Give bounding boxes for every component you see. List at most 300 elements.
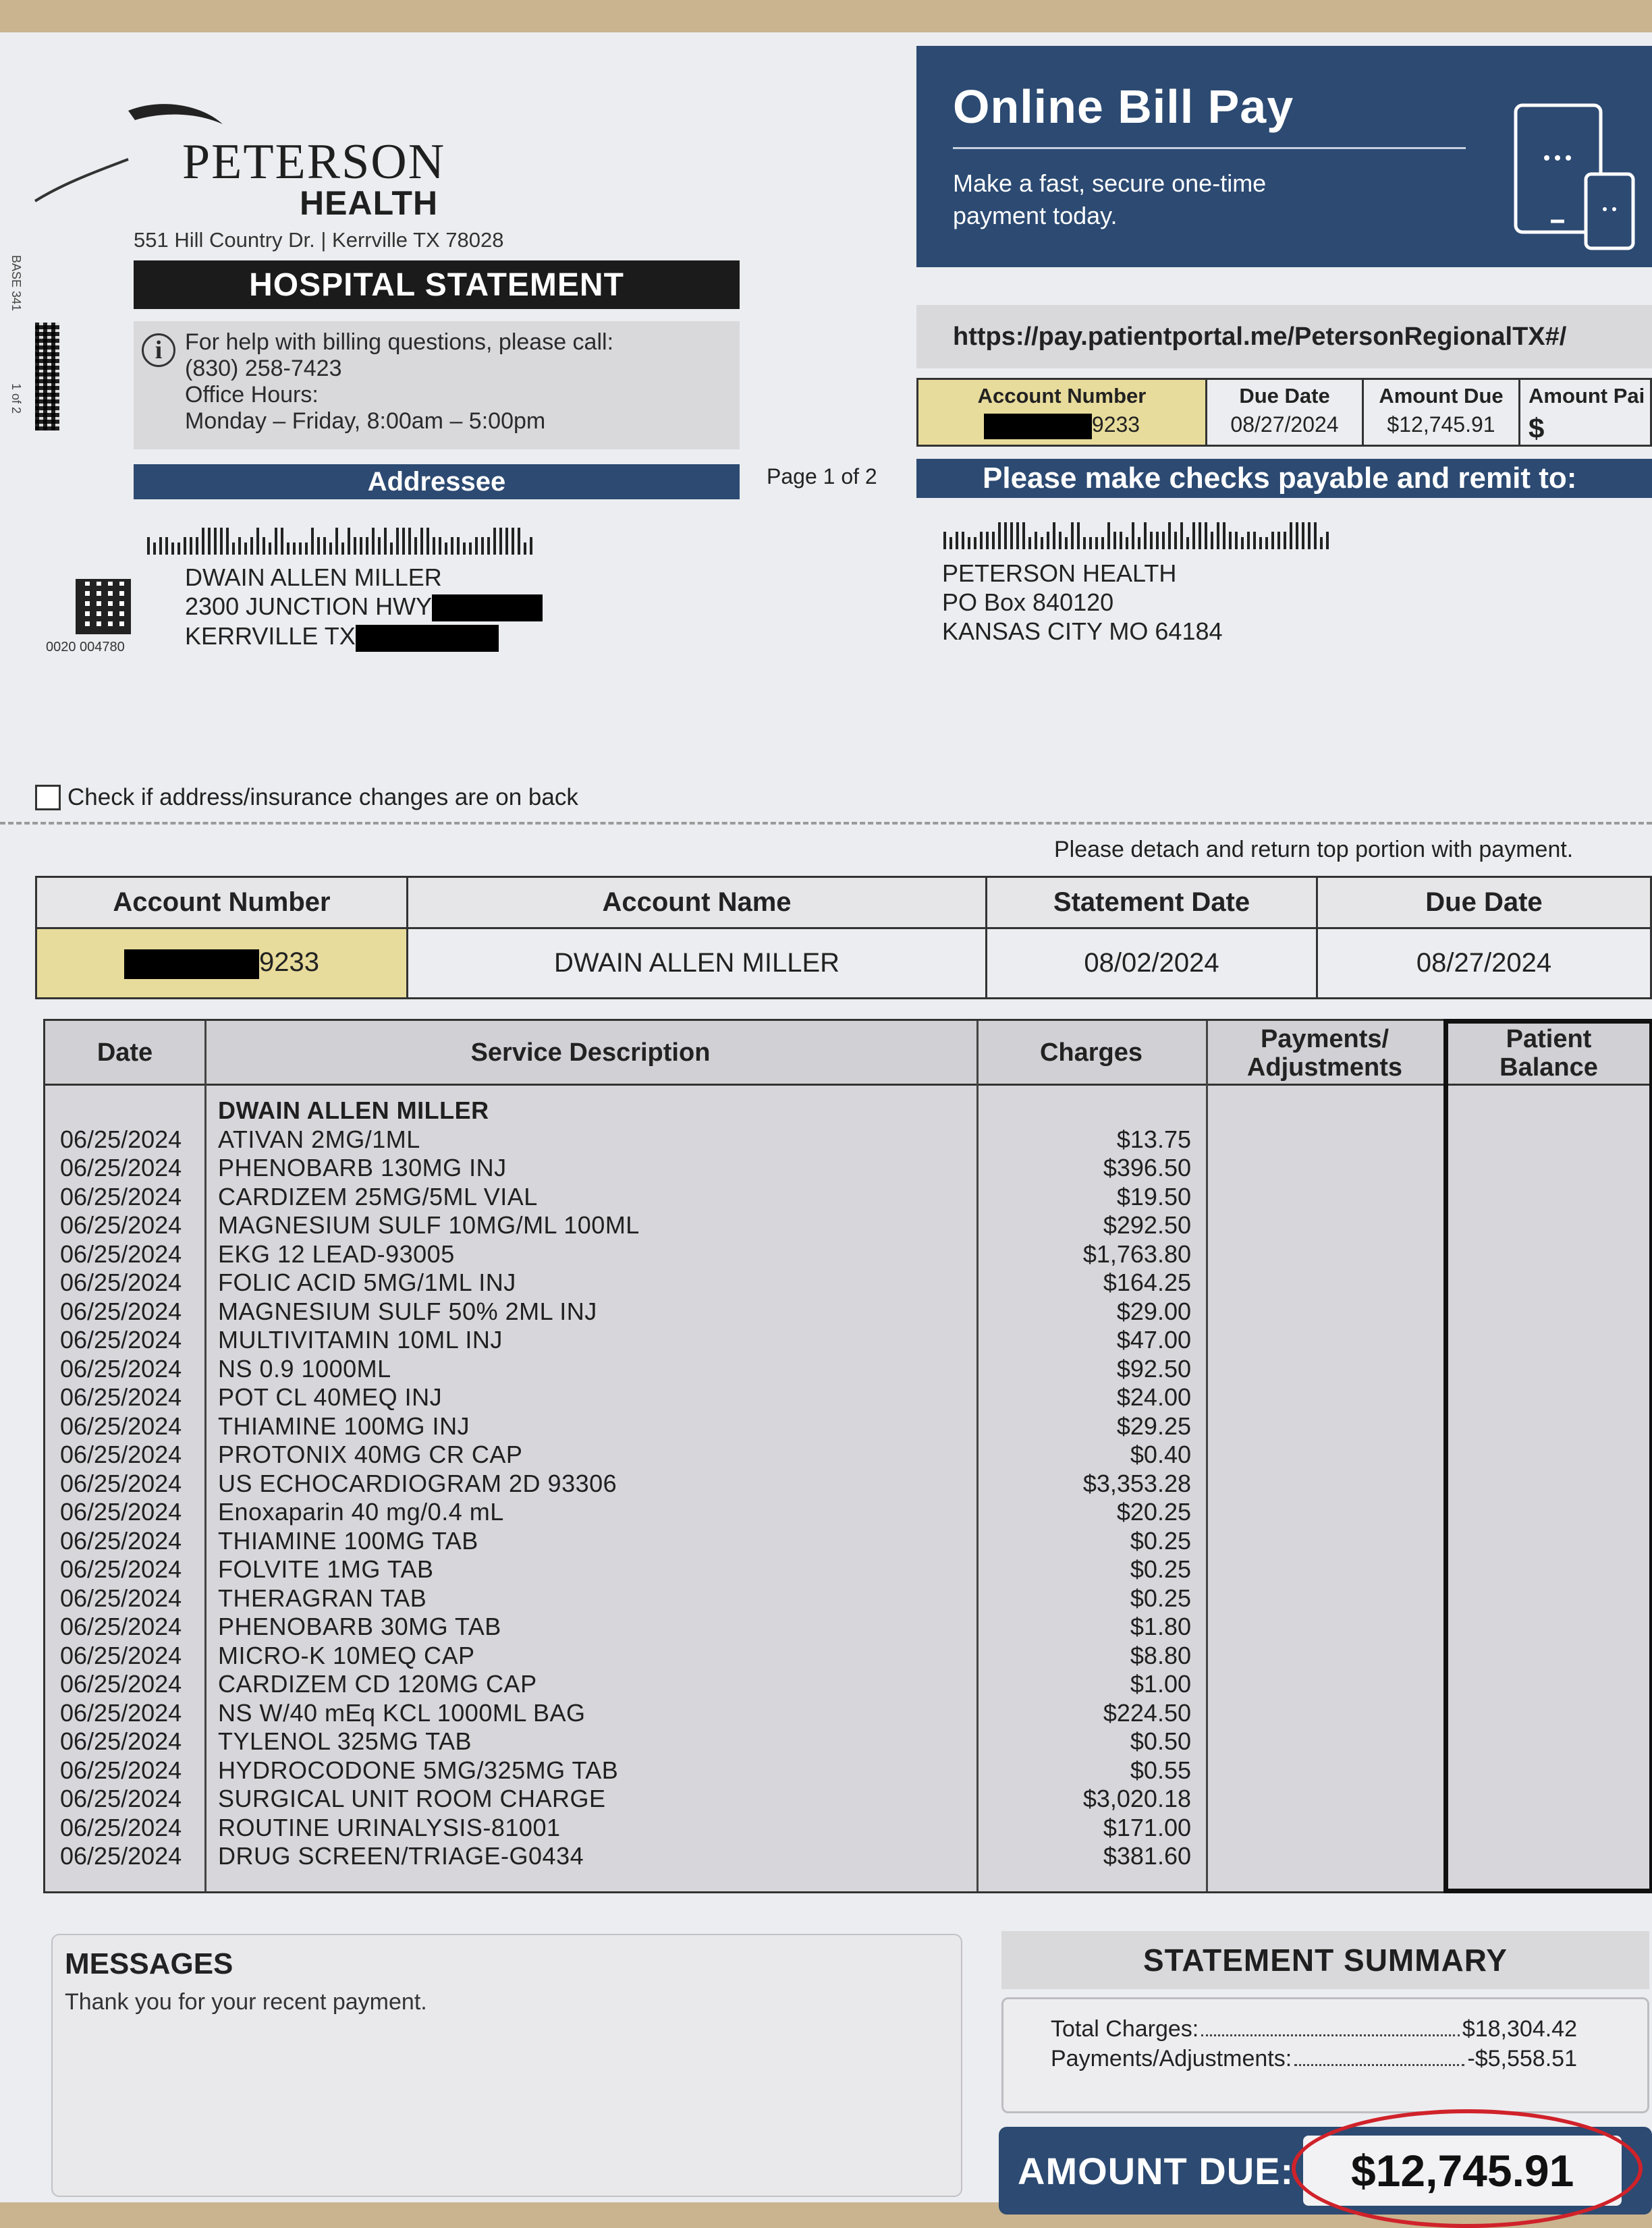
barcode-bar — [177, 542, 180, 555]
row-charge: $224.50 — [1103, 1698, 1191, 1727]
account-name-value: DWAIN ALLEN MILLER — [408, 928, 987, 999]
page-indicator: Page 1 of 2 — [767, 464, 877, 489]
barcode-bar — [1217, 522, 1219, 549]
table-row — [45, 1470, 1650, 1499]
row-description: CARDIZEM CD 120MG CAP — [218, 1670, 537, 1698]
row-date: 06/25/2024 — [60, 1269, 182, 1296]
online-bill-pay-title: Online Bill Pay — [953, 80, 1294, 133]
redaction-bar — [432, 594, 543, 621]
barcode-bar — [335, 528, 338, 555]
barcode-bar — [171, 542, 174, 555]
row-charge: $29.00 — [1116, 1297, 1191, 1325]
addressee-street: 2300 JUNCTION HWY — [185, 592, 433, 620]
header-patient-line2: Balance — [1499, 1053, 1598, 1082]
barcode-bar — [1199, 522, 1201, 549]
stub-account-header: Account Number — [977, 384, 1147, 408]
barcode-bar — [317, 537, 320, 555]
account-info-table — [35, 876, 1652, 999]
barcode-bar — [354, 537, 356, 555]
barcode-bar — [329, 542, 332, 555]
barcode-bar — [1095, 537, 1098, 549]
barcode-bar — [196, 537, 198, 555]
row-date: 06/25/2024 — [60, 1154, 182, 1181]
amount-due-value: $12,745.91 — [1303, 2136, 1622, 2206]
barcode-bar — [475, 537, 478, 555]
total-charges-value: $18,304.42 — [1462, 2016, 1577, 2042]
redaction-bar — [124, 949, 259, 979]
charges-table-header — [45, 1021, 1650, 1086]
table-row — [45, 1613, 1650, 1642]
row-charge: $381.60 — [1103, 1842, 1191, 1870]
row-date: 06/25/2024 — [60, 1412, 182, 1440]
row-date: 06/25/2024 — [60, 1125, 182, 1153]
address-change-label: Check if address/insurance changes are on back — [67, 784, 578, 810]
barcode-bar — [348, 528, 350, 555]
row-description: TYLENOL 325MG TAB — [218, 1727, 472, 1755]
barcode-bar — [256, 528, 259, 555]
table-row — [45, 1211, 1650, 1240]
barcode-bar — [524, 542, 526, 555]
row-charge: $24.00 — [1116, 1383, 1191, 1411]
payments-line — [1051, 2044, 1577, 2073]
barcode-bar — [1047, 532, 1049, 549]
header-due-date: Due Date — [1317, 877, 1651, 928]
leader-dots — [1294, 2044, 1464, 2066]
barcode-bar — [1077, 522, 1080, 549]
barcode-bar — [1059, 532, 1062, 549]
detach-instructions: Please detach and return top portion with payment. — [1054, 837, 1574, 862]
row-charge: $0.55 — [1130, 1756, 1191, 1784]
row-description: FOLIC ACID 5MG/1ML INJ — [218, 1269, 516, 1296]
row-date: 06/25/2024 — [60, 1354, 182, 1383]
barcode-bar — [1156, 532, 1159, 549]
row-description: SURGICAL UNIT ROOM CHARGE — [218, 1785, 606, 1812]
charges-table — [43, 1019, 1652, 1893]
statement-date-value: 08/02/2024 — [987, 928, 1317, 999]
barcode-bar — [1010, 522, 1013, 549]
table-row — [45, 1785, 1650, 1814]
row-date: 06/25/2024 — [60, 1641, 182, 1669]
payment-url[interactable]: https://pay.patientportal.me/PetersonRegionalTX#/ — [916, 305, 1652, 368]
hospital-name: PETERSON — [182, 134, 446, 190]
table-row — [45, 1125, 1650, 1154]
hospital-name-sub: HEALTH — [300, 184, 439, 222]
table-row — [45, 1412, 1650, 1441]
row-date: 06/25/2024 — [60, 1727, 182, 1755]
row-description: NS 0.9 1000ML — [218, 1354, 391, 1383]
statement-paper — [0, 32, 1652, 2202]
row-charge: $164.25 — [1103, 1269, 1191, 1296]
address-change-checkbox[interactable] — [35, 785, 61, 810]
barcode-bar — [998, 522, 1001, 549]
barcode-bar — [1241, 537, 1244, 549]
row-date: 06/25/2024 — [60, 1756, 182, 1784]
row-description: CARDIZEM 25MG/5ML VIAL — [218, 1182, 538, 1210]
row-charge: $0.40 — [1130, 1441, 1191, 1468]
table-row — [45, 1642, 1650, 1671]
row-date: 06/25/2024 — [60, 1526, 182, 1555]
total-charges-line — [1051, 2014, 1577, 2044]
row-charge: $0.25 — [1130, 1526, 1191, 1555]
barcode-bar — [1162, 532, 1165, 549]
addressee-city: KERRVILLE TX — [185, 622, 356, 650]
side-datamatrix — [35, 323, 59, 430]
barcode-bar — [1113, 532, 1116, 549]
hospital-address: 551 Hill Country Dr. | Kerrville TX 78028 — [134, 228, 504, 252]
row-description: ATIVAN 2MG/1ML — [218, 1125, 420, 1153]
stub-amount-due-header: Amount Due — [1379, 384, 1504, 408]
barcode-bar — [305, 542, 308, 555]
barcode-bar — [992, 532, 995, 549]
barcode-bar — [263, 537, 265, 555]
barcode-bar — [165, 537, 168, 555]
barcode-bar — [1065, 537, 1068, 549]
barcode-bar — [202, 528, 204, 555]
header-date: Date — [97, 1038, 153, 1067]
barcode-bar — [943, 532, 946, 549]
barcode-bar — [426, 528, 429, 555]
header-charges: Charges — [1039, 1038, 1143, 1067]
row-description: DRUG SCREEN/TRIAGE-G0434 — [218, 1842, 584, 1870]
barcode-bar — [530, 537, 532, 555]
header-payments-line2: Adjustments — [1246, 1053, 1403, 1082]
row-date: 06/25/2024 — [60, 1211, 182, 1239]
barcode-bar — [1028, 537, 1031, 549]
barcode-bar — [1071, 522, 1074, 549]
barcode-bar — [402, 528, 405, 555]
barcode-bar — [208, 528, 211, 555]
addressee-name: DWAIN ALLEN MILLER — [185, 563, 442, 591]
table-row — [45, 1842, 1650, 1871]
row-description: MAGNESIUM SULF 10MG/ML 100ML — [218, 1211, 640, 1239]
barcode-bar — [293, 542, 296, 555]
row-date: 06/25/2024 — [60, 1182, 182, 1210]
barcode-bar — [980, 532, 983, 549]
messages-box — [51, 1934, 962, 2197]
row-description: EKG 12 LEAD-93005 — [218, 1240, 455, 1268]
barcode-bar — [1150, 532, 1153, 549]
row-description: PHENOBARB 30MG TAB — [218, 1613, 501, 1640]
barcode-bar — [1126, 537, 1128, 549]
barcode-bar — [1180, 522, 1183, 549]
table-row — [45, 1814, 1650, 1843]
address-change-checkbox-row[interactable] — [35, 784, 578, 811]
table-row — [45, 1498, 1650, 1527]
stub-due-date-value: 08/27/2024 — [1230, 412, 1339, 437]
row-date: 06/25/2024 — [60, 1240, 182, 1268]
barcode-bar — [1308, 522, 1311, 549]
barcode-bar — [986, 532, 989, 549]
addressee-address — [185, 563, 543, 652]
barcode-bar — [1223, 522, 1226, 549]
barcode-bar — [214, 528, 217, 555]
row-charge: $20.25 — [1116, 1498, 1191, 1526]
barcode-bar — [1053, 522, 1055, 549]
stub-amount-paid-cell[interactable] — [1520, 380, 1650, 445]
stub-amount-due-cell — [1364, 380, 1520, 445]
barcode-bar — [1302, 522, 1304, 549]
barcode-bar — [244, 542, 247, 555]
help-line: For help with billing questions, please call: — [185, 329, 614, 355]
barcode-bar — [378, 537, 381, 555]
row-charge: $3,020.18 — [1082, 1785, 1191, 1812]
barcode-bar — [159, 537, 162, 555]
barcode-bar — [250, 537, 253, 555]
barcode-bar — [414, 537, 417, 555]
qr-caption: 0020 004780 — [46, 640, 125, 655]
row-description: ROUTINE URINALYSIS-81001 — [218, 1813, 561, 1841]
barcode-bar — [220, 528, 223, 555]
barcode-bar — [505, 528, 508, 555]
barcode-bar — [396, 528, 399, 555]
redaction-bar — [984, 414, 1092, 439]
header-statement-date: Statement Date — [987, 877, 1317, 928]
barcode-bar — [372, 528, 375, 555]
barcode-bar — [1004, 522, 1007, 549]
help-hours: Monday – Friday, 8:00am – 5:00pm — [185, 408, 546, 434]
barcode-bar — [1138, 537, 1140, 549]
barcode-bar — [1205, 522, 1207, 549]
barcode-bar — [1265, 537, 1268, 549]
barcode-bar — [1211, 532, 1213, 549]
online-bill-pay-divider — [953, 147, 1466, 149]
barcode-bar — [281, 528, 283, 555]
barcode-bar — [238, 537, 241, 555]
barcode-bar — [275, 528, 277, 555]
table-row — [45, 1527, 1650, 1556]
billing-help-box — [134, 321, 740, 449]
row-date: 06/25/2024 — [60, 1785, 182, 1812]
row-charge: $92.50 — [1116, 1354, 1191, 1383]
barcode-bar — [341, 542, 344, 555]
messages-title: MESSAGES — [65, 1947, 233, 1980]
row-date: 06/25/2024 — [60, 1584, 182, 1612]
row-date: 06/25/2024 — [60, 1842, 182, 1870]
barcode-bar — [487, 537, 490, 555]
patient-name: DWAIN ALLEN MILLER — [218, 1096, 489, 1124]
barcode-bar — [463, 542, 466, 555]
barcode-bar — [1326, 532, 1329, 549]
barcode-bar — [439, 537, 441, 555]
remit-address — [942, 559, 1223, 646]
row-description: Enoxaparin 40 mg/0.4 mL — [218, 1498, 504, 1526]
table-row — [45, 1441, 1650, 1470]
barcode-bar — [226, 528, 229, 555]
row-charge: $3,353.28 — [1082, 1469, 1191, 1497]
side-page-mark: 1 of 2 — [9, 383, 23, 414]
barcode-bar — [1101, 537, 1104, 549]
row-charge: $8.80 — [1130, 1641, 1191, 1669]
barcode-bar — [1083, 537, 1086, 549]
barcode-bar — [1107, 522, 1110, 549]
barcode-bar — [190, 537, 192, 555]
help-phone: (830) 258-7423 — [185, 356, 342, 381]
messages-text: Thank you for your recent payment. — [65, 1989, 427, 2015]
row-charge: $19.50 — [1116, 1182, 1191, 1210]
barcode-bar — [1235, 532, 1238, 549]
header-payments-line1: Payments/ — [1260, 1025, 1389, 1053]
row-description: FOLVITE 1MG TAB — [218, 1555, 434, 1583]
row-charge: $0.25 — [1130, 1555, 1191, 1583]
barcode-bar — [384, 528, 387, 555]
barcode-bar — [366, 537, 368, 555]
row-description: MICRO-K 10MEQ CAP — [218, 1641, 475, 1669]
online-bill-pay-line1: Make a fast, secure one-time — [953, 169, 1267, 197]
barcode-bar — [457, 537, 460, 555]
table-row — [45, 1383, 1650, 1412]
row-description: US ECHOCARDIOGRAM 2D 93306 — [218, 1469, 617, 1497]
statement-title: HOSPITAL STATEMENT — [134, 260, 740, 309]
table-row — [45, 1355, 1650, 1384]
row-description: MAGNESIUM SULF 50% 2ML INJ — [218, 1297, 597, 1325]
row-description: THIAMINE 100MG TAB — [218, 1526, 478, 1555]
row-charge: $171.00 — [1103, 1813, 1191, 1841]
row-date: 06/25/2024 — [60, 1613, 182, 1640]
stub-amount-due-value: $12,745.91 — [1387, 412, 1495, 437]
stub-amount-paid-header: Amount Pai — [1529, 384, 1645, 408]
row-charge: $292.50 — [1103, 1211, 1191, 1239]
due-date-value: 08/27/2024 — [1317, 928, 1651, 999]
barcode-bar — [1253, 532, 1256, 549]
row-date: 06/25/2024 — [60, 1813, 182, 1841]
row-charge: $0.50 — [1130, 1727, 1191, 1755]
row-charge: $1,763.80 — [1082, 1240, 1191, 1268]
barcode-bar — [1132, 522, 1134, 549]
barcode-bar — [408, 528, 411, 555]
table-row — [45, 1240, 1650, 1269]
row-date: 06/25/2024 — [60, 1326, 182, 1354]
row-description: POT CL 40MEQ INJ — [218, 1383, 443, 1411]
barcode-bar — [499, 528, 502, 555]
row-date: 06/25/2024 — [60, 1670, 182, 1698]
barcode-bar — [147, 537, 150, 555]
table-row — [45, 1584, 1650, 1613]
table-row — [45, 1154, 1650, 1183]
barcode-bar — [1022, 522, 1025, 549]
row-date: 06/25/2024 — [60, 1469, 182, 1497]
row-charge: $0.25 — [1130, 1584, 1191, 1612]
row-description: PHENOBARB 130MG INJ — [218, 1154, 507, 1181]
row-description: PROTONIX 40MG CR CAP — [218, 1441, 523, 1468]
barcode-bar — [287, 542, 290, 555]
table-row — [45, 1183, 1650, 1212]
remit-po-box: PO Box 840120 — [942, 588, 1114, 616]
stub-account-value — [984, 412, 1140, 439]
barcode-bar — [433, 537, 435, 555]
remit-name: PETERSON HEALTH — [942, 559, 1177, 587]
online-bill-pay-line2: payment today. — [953, 202, 1118, 229]
barcode-bar — [1259, 537, 1262, 549]
barcode-bar — [1277, 532, 1280, 549]
barcode-bar — [1229, 532, 1232, 549]
barcode-bar — [1271, 532, 1274, 549]
barcode-bar — [1041, 537, 1043, 549]
barcode-bar — [1035, 532, 1037, 549]
header-description: Service Description — [470, 1038, 711, 1067]
barcode-bar — [1186, 537, 1189, 549]
barcode-bar — [420, 528, 423, 555]
barcode-bar — [968, 537, 970, 549]
barcode-bar — [1314, 522, 1317, 549]
row-charge: $1.80 — [1130, 1613, 1191, 1640]
barcode-bar — [1174, 532, 1177, 549]
barcode-bar — [1247, 532, 1250, 549]
account-number-suffix: 9233 — [259, 947, 319, 978]
row-date: 06/25/2024 — [60, 1441, 182, 1468]
barcode-bar — [493, 528, 496, 555]
barcode-bar — [269, 542, 271, 555]
barcode-bar — [1284, 532, 1286, 549]
barcode-bar — [153, 542, 156, 555]
barcode-bar — [974, 537, 976, 549]
stub-due-date-cell — [1207, 380, 1364, 445]
row-description: THERAGRAN TAB — [218, 1584, 427, 1612]
barcode-bar — [390, 542, 393, 555]
row-date: 06/25/2024 — [60, 1498, 182, 1526]
online-bill-pay-text — [953, 167, 1266, 232]
row-charge: $13.75 — [1116, 1125, 1191, 1153]
account-number-value — [36, 928, 408, 999]
row-date: 06/25/2024 — [60, 1383, 182, 1411]
header-account-number: Account Number — [36, 877, 408, 928]
barcode-bar — [299, 542, 302, 555]
online-bill-pay-panel — [916, 46, 1652, 267]
barcode-bar — [481, 537, 484, 555]
barcode-bar — [1192, 522, 1195, 549]
total-charges-label: Total Charges: — [1051, 2016, 1199, 2042]
remit-barcode — [943, 522, 1332, 549]
barcode-bar — [949, 537, 952, 549]
barcode-bar — [323, 537, 326, 555]
barcode-bar — [311, 528, 314, 555]
table-row — [45, 1555, 1650, 1584]
charges-rows — [45, 1096, 1650, 1871]
barcode-bar — [1290, 522, 1292, 549]
barcode-bar — [1120, 532, 1122, 549]
header-patient-line1: Patient — [1506, 1025, 1592, 1053]
header-payments — [1206, 1025, 1443, 1082]
table-row — [45, 1670, 1650, 1699]
row-charge: $396.50 — [1103, 1154, 1191, 1181]
table-row — [45, 1756, 1650, 1785]
statement-summary-box — [1001, 1997, 1649, 2113]
detach-line — [0, 822, 1652, 825]
side-vertical-code: BASE 341 — [9, 255, 23, 312]
barcode-bar — [1089, 537, 1092, 549]
barcode-bar — [232, 542, 235, 555]
row-description: HYDROCODONE 5MG/325MG TAB — [218, 1756, 619, 1784]
devices-icon — [1510, 100, 1652, 255]
amount-due-label: AMOUNT DUE: — [1018, 2149, 1294, 2192]
row-description: MULTIVITAMIN 10ML INJ — [218, 1326, 503, 1354]
stub-due-date-header: Due Date — [1239, 384, 1330, 408]
stub-amount-paid-field[interactable]: $ — [1529, 412, 1545, 444]
barcode-bar — [445, 542, 447, 555]
table-row — [45, 1298, 1650, 1327]
header-account-name: Account Name — [408, 877, 987, 928]
stub-account-cell — [918, 380, 1207, 445]
barcode-bar — [1320, 537, 1323, 549]
stub-account-suffix: 9233 — [1091, 412, 1140, 437]
statement-summary-title: STATEMENT SUMMARY — [1001, 1931, 1649, 1989]
table-row — [45, 1269, 1650, 1298]
barcode-bar — [469, 542, 472, 555]
remit-city: KANSAS CITY MO 64184 — [942, 617, 1223, 645]
barcode-bar — [1168, 522, 1171, 549]
payment-stub-table — [916, 378, 1652, 447]
row-charge: $47.00 — [1116, 1326, 1191, 1354]
barcode-bar — [1016, 522, 1019, 549]
